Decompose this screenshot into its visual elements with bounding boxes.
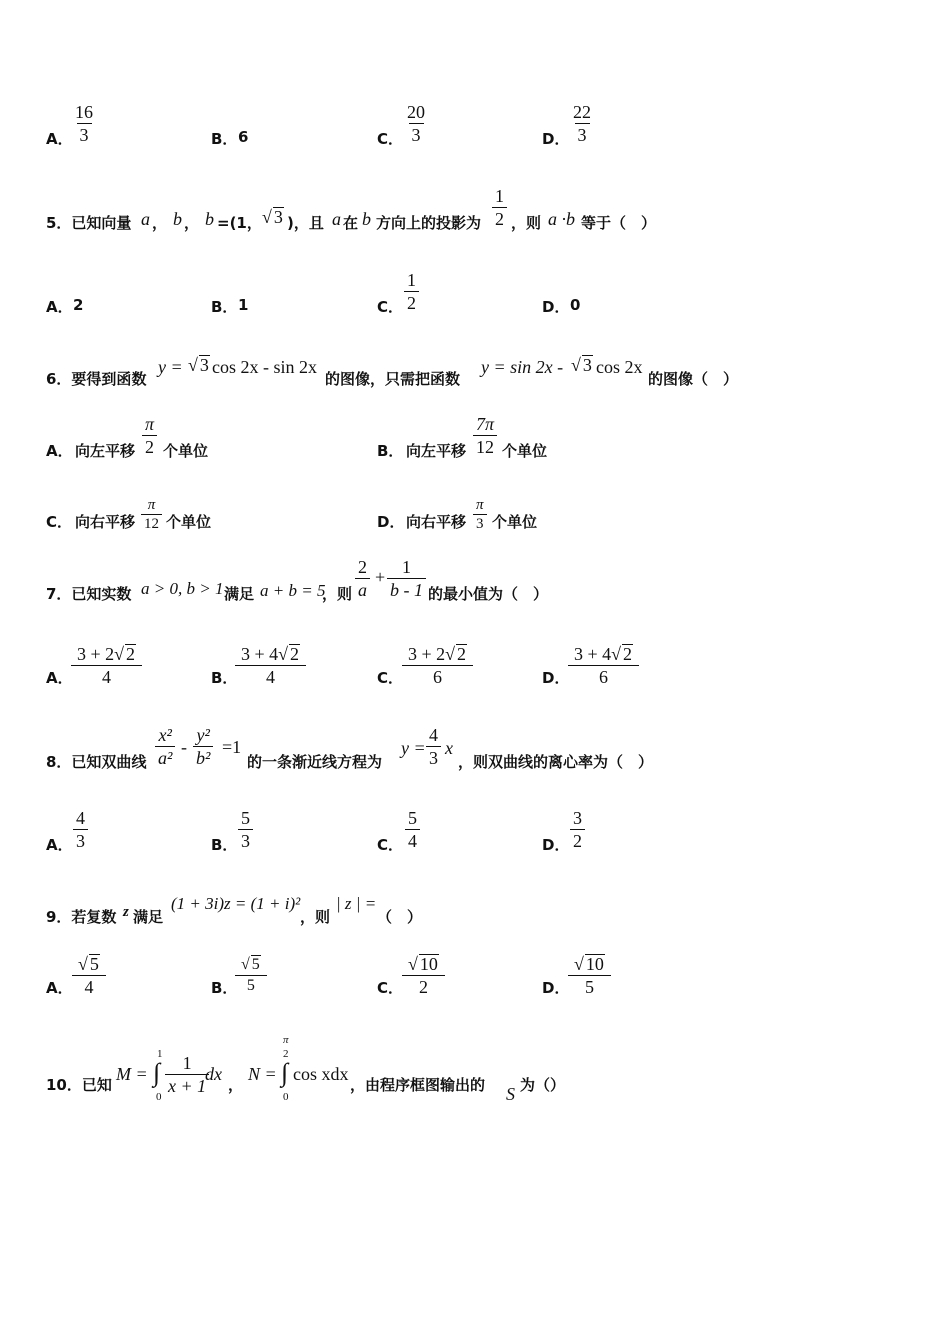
- q8-asymptote-text: 的一条渐近线方程为: [247, 753, 383, 771]
- q6-option-a-label: A．: [46, 442, 73, 460]
- q7-frac-2a: $\frac{2}{a}$: [355, 556, 370, 601]
- q6-func1-sqrt: √ 3: [188, 355, 209, 375]
- q8-frac-4-3: $\frac{4}{3}$: [426, 724, 441, 769]
- q9-satisfy-text: 满足: [133, 908, 164, 926]
- q5-vector-b: b: [173, 209, 182, 229]
- q8-end-text: ，则双曲线的离心率为（ ）: [458, 753, 654, 771]
- q5-half: $\frac{1}{2}$: [492, 185, 507, 230]
- q5-equals-text: 等于（ ）: [581, 214, 657, 232]
- q6-option-b-label: B．: [377, 442, 404, 460]
- q10-integral-sign-1: ∫: [153, 1058, 161, 1087]
- q8-stem-text: 8．已知双曲线: [46, 753, 147, 771]
- q10-comma: ，: [228, 1076, 244, 1094]
- q4-option-a-label: A．: [46, 130, 73, 148]
- q6-mid-text: 的图像，只需把函数: [325, 370, 461, 388]
- q6-func2-sqrt: √ 3: [571, 355, 592, 375]
- q8-eq-one: =1: [222, 737, 242, 757]
- q10-N: N =: [248, 1064, 277, 1084]
- q9-option-c-label: C．: [377, 979, 404, 997]
- q5-option-d-value: 0: [570, 296, 581, 314]
- q7-option-a-label: A．: [46, 669, 73, 687]
- q8-frac-x: $\frac{\text{x²}}{\text{a²}}$: [155, 724, 175, 769]
- q8-option-a-fraction: $\frac{4}{3}$: [73, 807, 88, 852]
- q7-condition: a > 0, b > 1: [141, 579, 224, 598]
- q5-b3: b: [362, 209, 371, 229]
- q6-option-c-post: 个单位: [166, 513, 212, 531]
- q5-option-a-label: A．: [46, 298, 73, 316]
- q8-option-a-label: A．: [46, 836, 73, 854]
- q5-close: )，且: [287, 214, 324, 232]
- q8-option-c-fraction: $\frac{5}{4}$: [405, 807, 420, 852]
- q6-option-b-post: 个单位: [502, 442, 548, 460]
- q5-vector-b-def: b: [205, 209, 214, 229]
- q8-option-c-label: C．: [377, 836, 404, 854]
- q9-z: z: [123, 904, 129, 920]
- q6-func1-lhs: y =: [158, 357, 183, 377]
- q5-eq: =(1，: [217, 214, 262, 232]
- q7-option-b-fraction: $\frac{3 + 4√ 2}{4}$: [238, 643, 303, 688]
- q7-option-d-label: D．: [542, 669, 570, 687]
- q5-option-d-label: D．: [542, 298, 570, 316]
- q5-option-b-label: B．: [211, 298, 238, 316]
- q4-option-d-label: D．: [542, 130, 570, 148]
- q9-option-c-fraction: $\frac{√ 10}{2}$: [405, 953, 442, 998]
- q6-option-d-pre: 向右平移: [406, 513, 467, 531]
- q6-option-b-pre: 向左平移: [406, 442, 467, 460]
- q5-comma-2: ，: [184, 214, 200, 232]
- q6-end-text: 的图像（ ）: [648, 370, 739, 388]
- q6-option-a-pre: 向左平移: [75, 442, 136, 460]
- q10-int2-upper-pi: π: [283, 1034, 289, 1046]
- q9-option-b-fraction: $\frac{√ 5}{5}$: [238, 955, 264, 996]
- q7-option-c-fraction: $\frac{3 + 2√ 2}{6}$: [405, 643, 470, 688]
- q8-x: x: [445, 738, 453, 758]
- q6-option-a-fraction: $\frac{\pi}{2}$: [142, 413, 157, 458]
- q4-option-d-fraction: $\frac{22}{3}$: [573, 102, 591, 145]
- q9-then-text: ，则: [300, 908, 331, 926]
- q4-option-b-label: B．: [211, 130, 238, 148]
- q9-option-b-label: B．: [211, 979, 238, 997]
- q5-option-c-label: C．: [377, 298, 404, 316]
- q6-option-d-post: 个单位: [492, 513, 538, 531]
- q4-option-c-fraction: $\frac{20}{3}$: [407, 102, 425, 145]
- q7-frac-1b: $\frac{1}{b - 1}$: [387, 556, 426, 601]
- q10-dx: dx: [205, 1064, 222, 1084]
- q7-option-b-label: B．: [211, 669, 238, 687]
- q4-option-b-value: 6: [238, 128, 249, 146]
- q6-option-c-label: C．: [46, 513, 73, 531]
- q6-func2-rhs: cos 2x: [596, 357, 643, 377]
- q5-comma: ，: [152, 214, 168, 232]
- q6-option-c-fraction: $\frac{\pi}{12}$: [141, 496, 162, 533]
- q7-sum-condition: a + b = 5: [260, 581, 326, 600]
- q9-equation: (1 + 3i)z = (1 + i)²: [171, 894, 301, 913]
- q5-stem-text: 5．已知向量: [46, 214, 132, 232]
- q9-option-d-fraction: $\frac{√ 10}{5}$: [571, 953, 608, 998]
- q6-stem-text: 6．要得到函数: [46, 370, 147, 388]
- q9-option-d-label: D．: [542, 979, 570, 997]
- q5-option-a-value: 2: [73, 296, 84, 314]
- q6-func2-lhs: y = sin 2x -: [481, 357, 564, 377]
- q5-in: 在: [343, 214, 359, 232]
- q5-vector-a: a: [141, 209, 150, 229]
- q10-cos-expr: cos xdx: [293, 1064, 349, 1084]
- q4-option-a-fraction: $\frac{16}{3}$: [75, 102, 93, 145]
- q8-minus: -: [181, 737, 187, 757]
- q8-option-b-fraction: $\frac{5}{3}$: [238, 807, 253, 852]
- q9-option-a-label: A．: [46, 979, 73, 997]
- q7-option-d-fraction: $\frac{3 + 4√ 2}{6}$: [571, 643, 636, 688]
- q10-int2-lower: 0: [283, 1091, 289, 1103]
- q7-satisfy-text: 满足: [224, 585, 255, 603]
- q9-paren: （ ）: [377, 908, 423, 926]
- q7-option-c-label: C．: [377, 669, 404, 687]
- q10-int2-upper-2: 2: [283, 1048, 289, 1060]
- q10-stem-text: 10．已知: [46, 1076, 112, 1094]
- q7-stem-text: 7．已知实数: [46, 585, 132, 603]
- q6-option-c-pre: 向右平移: [75, 513, 136, 531]
- q8-option-b-label: B．: [211, 836, 238, 854]
- q10-integral-sign-2: ∫: [281, 1058, 289, 1087]
- q9-stem-text: 9．若复数: [46, 908, 117, 926]
- q6-func1-rhs: cos 2x - sin 2x: [212, 357, 317, 377]
- q10-M: M =: [116, 1064, 148, 1084]
- q9-option-a-fraction: $\frac{√ 5}{4}$: [75, 953, 103, 998]
- q10-frac: $\frac{1}{x + 1}$: [165, 1052, 209, 1097]
- q8-frac-y: $\frac{\text{y²}}{\text{b²}}$: [193, 724, 213, 769]
- q6-option-a-post: 个单位: [163, 442, 209, 460]
- q9-abs-z: | z | =: [336, 894, 377, 913]
- q10-end-text: 为（）: [520, 1076, 566, 1094]
- q5-then: ，则: [511, 214, 542, 232]
- q6-option-b-fraction: $\frac{7\pi}{12}$: [473, 413, 497, 458]
- q10-S: S: [506, 1084, 515, 1104]
- q7-then-text: ，则: [322, 585, 353, 603]
- q5-a2: a: [332, 209, 341, 229]
- q7-plus: +: [375, 567, 386, 587]
- q5-option-b-value: 1: [238, 296, 249, 314]
- q5-dot-product: a ·b: [548, 209, 575, 229]
- q8-option-d-label: D．: [542, 836, 570, 854]
- q4-option-c-label: C．: [377, 130, 404, 148]
- q7-option-a-fraction: $\frac{3 + 2√ 2}{4}$: [74, 643, 139, 688]
- q10-int1-lower: 0: [156, 1091, 162, 1103]
- q5-projection-text: 方向上的投影为: [376, 214, 482, 232]
- q7-end-text: 的最小值为（ ）: [428, 585, 549, 603]
- q10-output-text: ，由程序框图输出的: [350, 1076, 486, 1094]
- q10-int1-upper: 1: [157, 1048, 163, 1060]
- q6-option-d-fraction: $\frac{\pi}{3}$: [473, 496, 487, 533]
- q5-sqrt3: √ 3: [262, 207, 283, 227]
- q5-option-c-fraction: $\frac{1}{2}$: [404, 269, 419, 314]
- q6-option-d-label: D．: [377, 513, 405, 531]
- q8-y: y =: [401, 738, 426, 758]
- q8-option-d-fraction: $\frac{3}{2}$: [570, 807, 585, 852]
